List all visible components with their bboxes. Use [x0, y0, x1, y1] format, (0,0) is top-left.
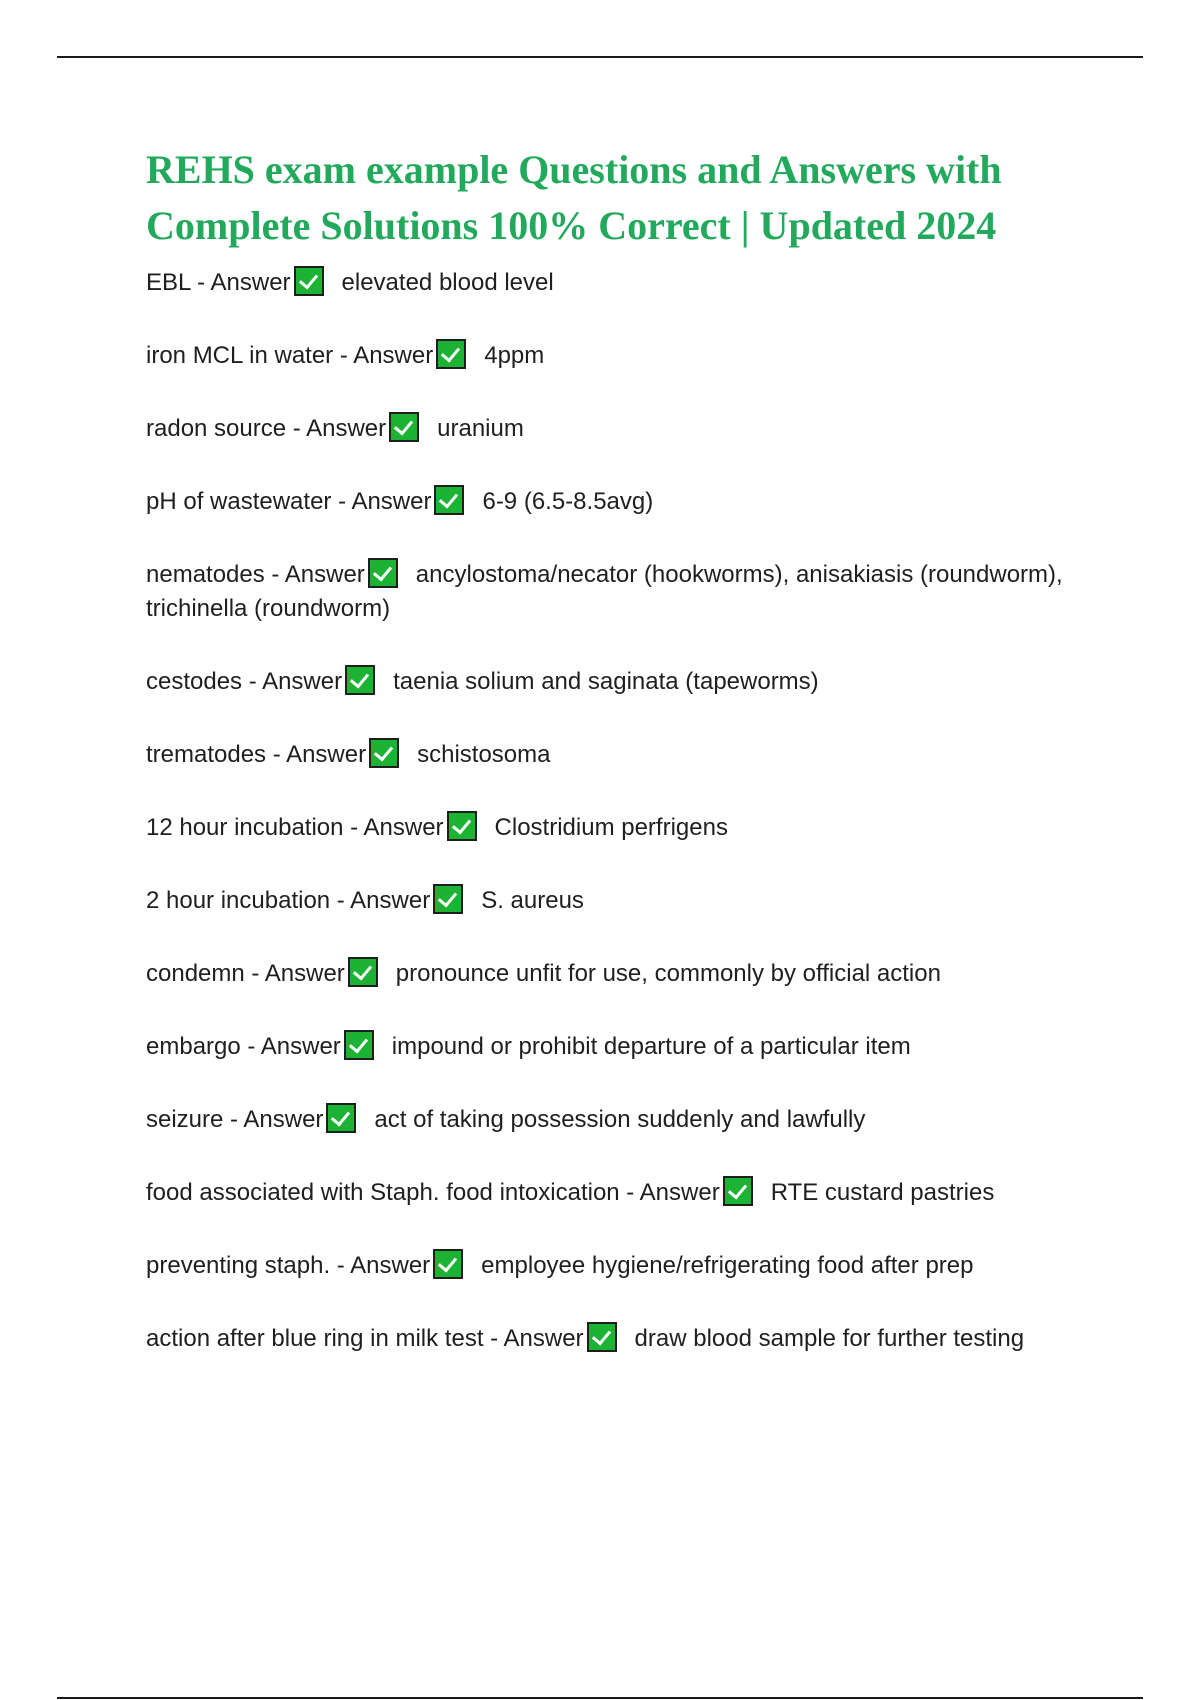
qa-item: cestodes - Answer taenia solium and saginata (tapeworms) [146, 665, 1106, 699]
answer-marker: Answer [284, 561, 365, 588]
qa-answer: elevated blood level [341, 269, 554, 296]
qa-term: food associated with Staph. food intoxication [146, 1179, 620, 1206]
qa-term: 12 hour incubation [146, 814, 344, 841]
qa-item: condemn - Answer pronounce unfit for use, commonly by official action [146, 957, 1106, 991]
qa-answer: Clostridium perfrigens [494, 814, 728, 841]
check-mark-icon [294, 266, 324, 296]
qa-item: radon source - Answer uranium [146, 412, 1106, 446]
qa-answer: ancylostoma/necator (hookworms), anisakiasis (roundworm), trichinella (roundworm) [146, 561, 1063, 622]
answer-marker: Answer [262, 668, 343, 695]
check-mark-icon [348, 957, 378, 987]
qa-item: action after blue ring in milk test - Answer draw blood sample for further testing [146, 1322, 1106, 1356]
qa-item: preventing staph. - Answer employee hygiene/refrigerating food after prep [146, 1249, 1106, 1283]
qa-term: embargo [146, 1033, 241, 1060]
check-mark-icon [368, 558, 398, 588]
qa-item: embargo - Answer impound or prohibit departure of a particular item [146, 1030, 1106, 1064]
document-title: REHS exam example Questions and Answers with Complete Solutions 100% Correct | Updated 2024 [146, 147, 1002, 248]
check-mark-icon [587, 1322, 617, 1352]
answer-marker: Answer [210, 269, 291, 296]
answer-marker: Answer [243, 1106, 324, 1133]
check-mark-icon [447, 811, 477, 841]
answer-marker: Answer [351, 488, 432, 515]
check-mark-icon [326, 1103, 356, 1133]
answer-marker: Answer [350, 887, 431, 914]
qa-item: pH of wastewater - Answer 6-9 (6.5-8.5avg) [146, 485, 1106, 519]
check-mark-icon [433, 884, 463, 914]
check-mark-icon [344, 1030, 374, 1060]
check-mark-icon [345, 665, 375, 695]
answer-marker: Answer [350, 1252, 431, 1279]
answer-marker: Answer [264, 960, 345, 987]
check-mark-icon [436, 339, 466, 369]
qa-term: action after blue ring in milk test [146, 1325, 484, 1352]
qa-answer: pronounce unfit for use, commonly by official action [395, 960, 941, 987]
qa-term: condemn [146, 960, 245, 987]
qa-item: seizure - Answer act of taking possession suddenly and lawfully [146, 1103, 1106, 1137]
qa-term: EBL [146, 269, 191, 296]
qa-term: nematodes [146, 561, 265, 588]
qa-answer: draw blood sample for further testing [634, 1325, 1025, 1352]
answer-marker: Answer [306, 415, 387, 442]
top-divider [57, 56, 1143, 58]
qa-answer: schistosoma [417, 741, 551, 768]
answer-marker: Answer [363, 814, 444, 841]
qa-answer: act of taking possession suddenly and lawfully [374, 1106, 866, 1133]
answer-marker: Answer [260, 1033, 341, 1060]
qa-term: radon source [146, 415, 287, 442]
qa-answer: 4ppm [484, 342, 545, 369]
qa-item: nematodes - Answer ancylostoma/necator (hookworms), anisakiasis (roundworm), trichinella (roundworm) [146, 558, 1106, 626]
qa-term: 2 hour incubation [146, 887, 331, 914]
qa-answer: uranium [437, 415, 524, 442]
qa-answer: RTE custard pastries [770, 1179, 995, 1206]
answer-marker: Answer [639, 1179, 720, 1206]
qa-item: trematodes - Answer schistosoma [146, 738, 1106, 772]
qa-answer: taenia solium and saginata (tapeworms) [393, 668, 819, 695]
qa-item: 2 hour incubation - Answer S. aureus [146, 884, 1106, 918]
answer-marker: Answer [503, 1325, 584, 1352]
qa-answer: S. aureus [481, 887, 584, 914]
check-mark-icon [433, 1249, 463, 1279]
qa-term: trematodes [146, 741, 267, 768]
qa-term: cestodes [146, 668, 243, 695]
qa-term: pH of wastewater [146, 488, 332, 515]
qa-answer: 6-9 (6.5-8.5avg) [482, 488, 654, 515]
check-mark-icon [723, 1176, 753, 1206]
qa-answer: employee hygiene/refrigerating food after prep [481, 1252, 974, 1279]
check-mark-icon [389, 412, 419, 442]
qa-list [146, 266, 1106, 1356]
bottom-divider [57, 1697, 1143, 1699]
answer-marker: Answer [353, 342, 434, 369]
qa-item: 12 hour incubation - Answer Clostridium perfrigens [146, 811, 1106, 845]
document-body [146, 142, 1106, 1395]
qa-answer: impound or prohibit departure of a particular item [391, 1033, 911, 1060]
qa-term: iron MCL in water [146, 342, 334, 369]
qa-term: preventing staph. [146, 1252, 331, 1279]
qa-item: food associated with Staph. food intoxication - Answer RTE custard pastries [146, 1176, 1106, 1210]
answer-marker: Answer [286, 741, 367, 768]
qa-item: iron MCL in water - Answer 4ppm [146, 339, 1106, 373]
qa-item: EBL - Answer elevated blood level [146, 266, 1106, 300]
qa-term: seizure [146, 1106, 224, 1133]
check-mark-icon [369, 738, 399, 768]
check-mark-icon [434, 485, 464, 515]
